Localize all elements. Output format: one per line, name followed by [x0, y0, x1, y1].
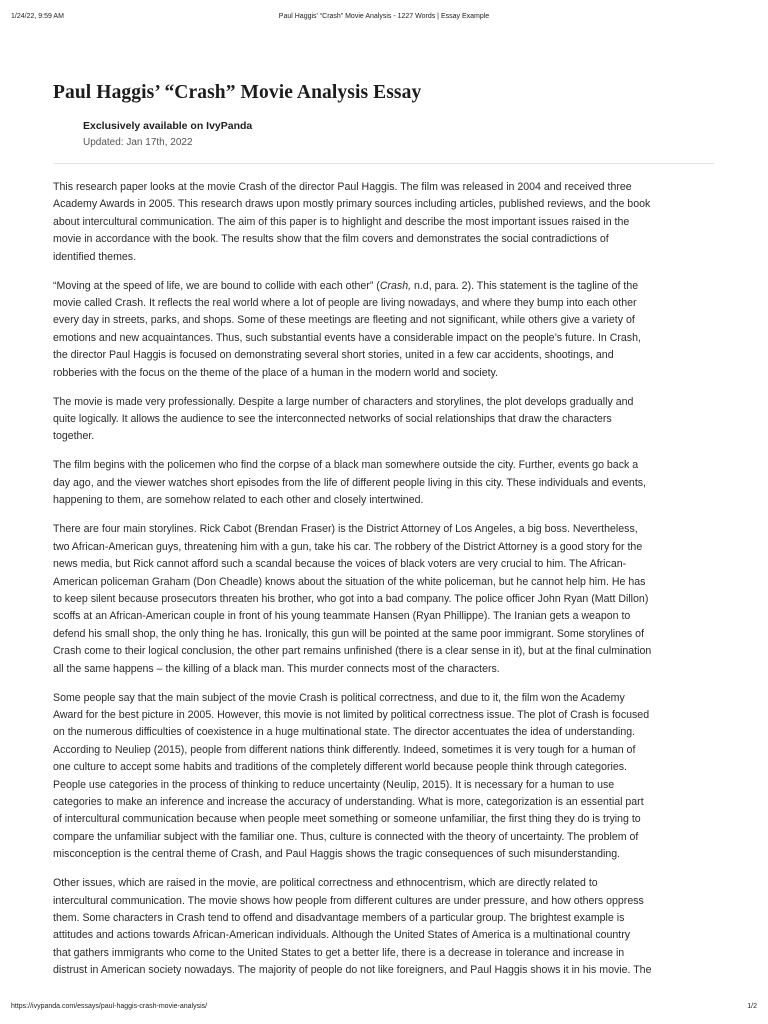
text-line: the director Paul Haggis is focused on demonstrating several short stories, united in a few car accidents, shootings, and [53, 349, 614, 362]
text-line: movie called Crash. It reflects the real world where a lot of people are living nowadays, and where they bump into each other [53, 297, 637, 310]
article-body [53, 179, 714, 991]
print-footer [11, 1002, 757, 1012]
updated-date: Updated: Jan 17th, 2022 [83, 137, 193, 148]
text-line: distrust in American society nowadays. The majority of people do not like foreigners, and Paul Haggis shows it in his movie. The [53, 964, 652, 977]
text-line: scoffs at an African-American couple in front of his young teammate Hansen (Ryan Phillippe). The Iranian gets a weapon to [53, 610, 631, 623]
text-line: emotions and new acquaintances. Thus, such substantial events have a considerable impact on the people’s future. In Crash, [53, 331, 641, 344]
print-page-title: Paul Haggis' “Crash” Movie Analysis - 1227 Words | Essay Example [278, 13, 490, 20]
text-line: American policeman Graham (Don Cheadle) knows about the situation of the white policeman, but he cannot help him. He has [53, 575, 646, 588]
text-line: Some people say that the main subject of the movie Crash is political correctness, and due to it, the film won the Academy [53, 691, 625, 704]
text-line: robberies with the focus on the theme of the place of a human in the modern world and society. [53, 366, 498, 379]
paragraph [53, 690, 714, 864]
text-line: This research paper looks at the movie Crash of the director Paul Haggis. The film was released in 2004 and received three [53, 181, 632, 193]
print-date: 1/24/22, 9:59 AM [11, 13, 64, 20]
text-line: news media, but Rick cannot afford such a scandal because the voices of black voters are very crucial to him. The African- [53, 558, 627, 571]
text-line: Other issues, which are raised in the movie, are political correctness and ethnocentrism, which are directly related to [53, 877, 598, 890]
paragraph [53, 521, 714, 678]
quote-text: “Moving at the speed of life, we are bound to collide with each other” ( [53, 279, 380, 292]
text-line: day ago, and the viewer watches short episodes from the life of different people living in this city. These individuals and events, [53, 476, 647, 489]
text-line: happening to them, are somehow related to each other and closely intertwined. [53, 494, 424, 507]
citation-title: Crash, [379, 279, 412, 292]
text-line: Award for the best picture in 2005. However, this movie is not limited by political correctness issue. The plot of Crash is focused [53, 708, 650, 721]
text-line: identified themes. [53, 250, 137, 263]
text-line: The movie is made very professionally. Despite a large number of characters and storylines, the plot develops gradually and [53, 395, 634, 408]
paragraph [53, 179, 714, 266]
text-line: on the numerous difficulties of coexistence in a huge multinational state. The director accentuates the idea of understanding. [53, 726, 636, 739]
text-line: of intercultural communication because when people meet something or someone unfamiliar, the first thing they do is trying to [53, 813, 641, 826]
text-line: According to Neuliep (2015), people from different nations think differently. Indeed, sometimes it is very tough for a human of [53, 743, 636, 756]
text-line: defend his small shop, the only thing he has. Ironically, this gun will be pointed at the same poor immigrant. Some storylines of [53, 627, 645, 640]
text-line: movie in accordance with the book. The results show that the film covers and demonstrates the social contradictions of [53, 233, 609, 246]
text-line: them. Some characters in Crash tend to offend and disadvantage members of a particular group. The brightest example is [53, 912, 625, 924]
text-line [53, 278, 714, 295]
text-line: The film begins with the policemen who find the corpse of a black man somewhere outside the city. Further, events go back a [53, 459, 639, 472]
paragraph [53, 457, 714, 509]
page-url: https://ivypanda.com/essays/paul-haggis-crash-movie-analysis/ [11, 1003, 208, 1010]
text-line: quite logically. It allows the audience to see the interconnected networks of social relationships that draw the characters [53, 413, 612, 426]
article-title: Paul Haggis’ “Crash” Movie Analysis Essay [53, 82, 422, 103]
citation-tail: n.d, para. 2). This statement is the tagline of the [411, 279, 639, 292]
paragraph [53, 394, 714, 446]
text-line: categories to make an inference and increase the accuracy of understanding. What is more, categorization is an essential part [53, 795, 644, 808]
text-line: People use categories in the process of thinking to reduce uncertainty (Neulip, 2015). It is necessary for a human to use [53, 778, 615, 791]
text-line: all the same happens – the killing of a black man. This murder connects most of the characters. [53, 662, 500, 675]
page-number: 1/2 [747, 1003, 757, 1010]
byline [83, 119, 252, 150]
paragraph [53, 875, 714, 979]
print-header [11, 12, 757, 22]
text-line: Academy Awards in 2005. This research draws upon mostly primary sources including articles, published reviews, and the book [53, 198, 651, 211]
text-line: one culture to accept some habits and traditions of the completely different world because people think through categories. [53, 761, 627, 774]
text-line: compare the unfamiliar subject with the familiar one. Thus, culture is connected with the theory of uncertainty. The problem of [53, 830, 639, 843]
text-line: every day in streets, parks, and shops. Some of these meetings are fleeting and not significant, while others give a variety of [53, 314, 635, 327]
availability-note: Exclusively available on IvyPanda [83, 120, 253, 132]
text-line: There are four main storylines. Rick Cabot (Brendan Fraser) is the District Attorney of Los Angeles, a big boss. Nevertheless, [53, 523, 638, 536]
text-line: attitudes and actions towards African-American individuals. Although the United States of America is a multinational country [53, 929, 631, 942]
text-line: two African-American guys, threatening him with a gun, take his car. The robbery of the District Attorney is a good story for the [53, 540, 643, 553]
divider [53, 163, 714, 164]
text-line: about intercultural communication. The aim of this paper is to highlight and describe the most important issues raised in the [53, 215, 630, 228]
text-line: intercultural communication. The movie shows how people from different cultures are under pressure, and how others oppress [53, 894, 644, 907]
text-line: that gathers immigrants who come to the United States to get a better life, there is a decrease in tolerance and increase in [53, 946, 625, 959]
text-line: Crash come to their logical conclusion, the other part remains unfinished (there is a clear sense in it), but at the final culmination [53, 645, 652, 658]
text-line: to keep silent because prosecutors threaten his brother, who got into a bad company. The police officer John Ryan (Matt Dillon) [53, 592, 649, 605]
text-line: misconception is the central theme of Crash, and Paul Haggis shows the tragic consequences of such misunderstanding. [53, 848, 621, 861]
paragraph [53, 278, 714, 382]
text-line: together. [53, 430, 95, 443]
